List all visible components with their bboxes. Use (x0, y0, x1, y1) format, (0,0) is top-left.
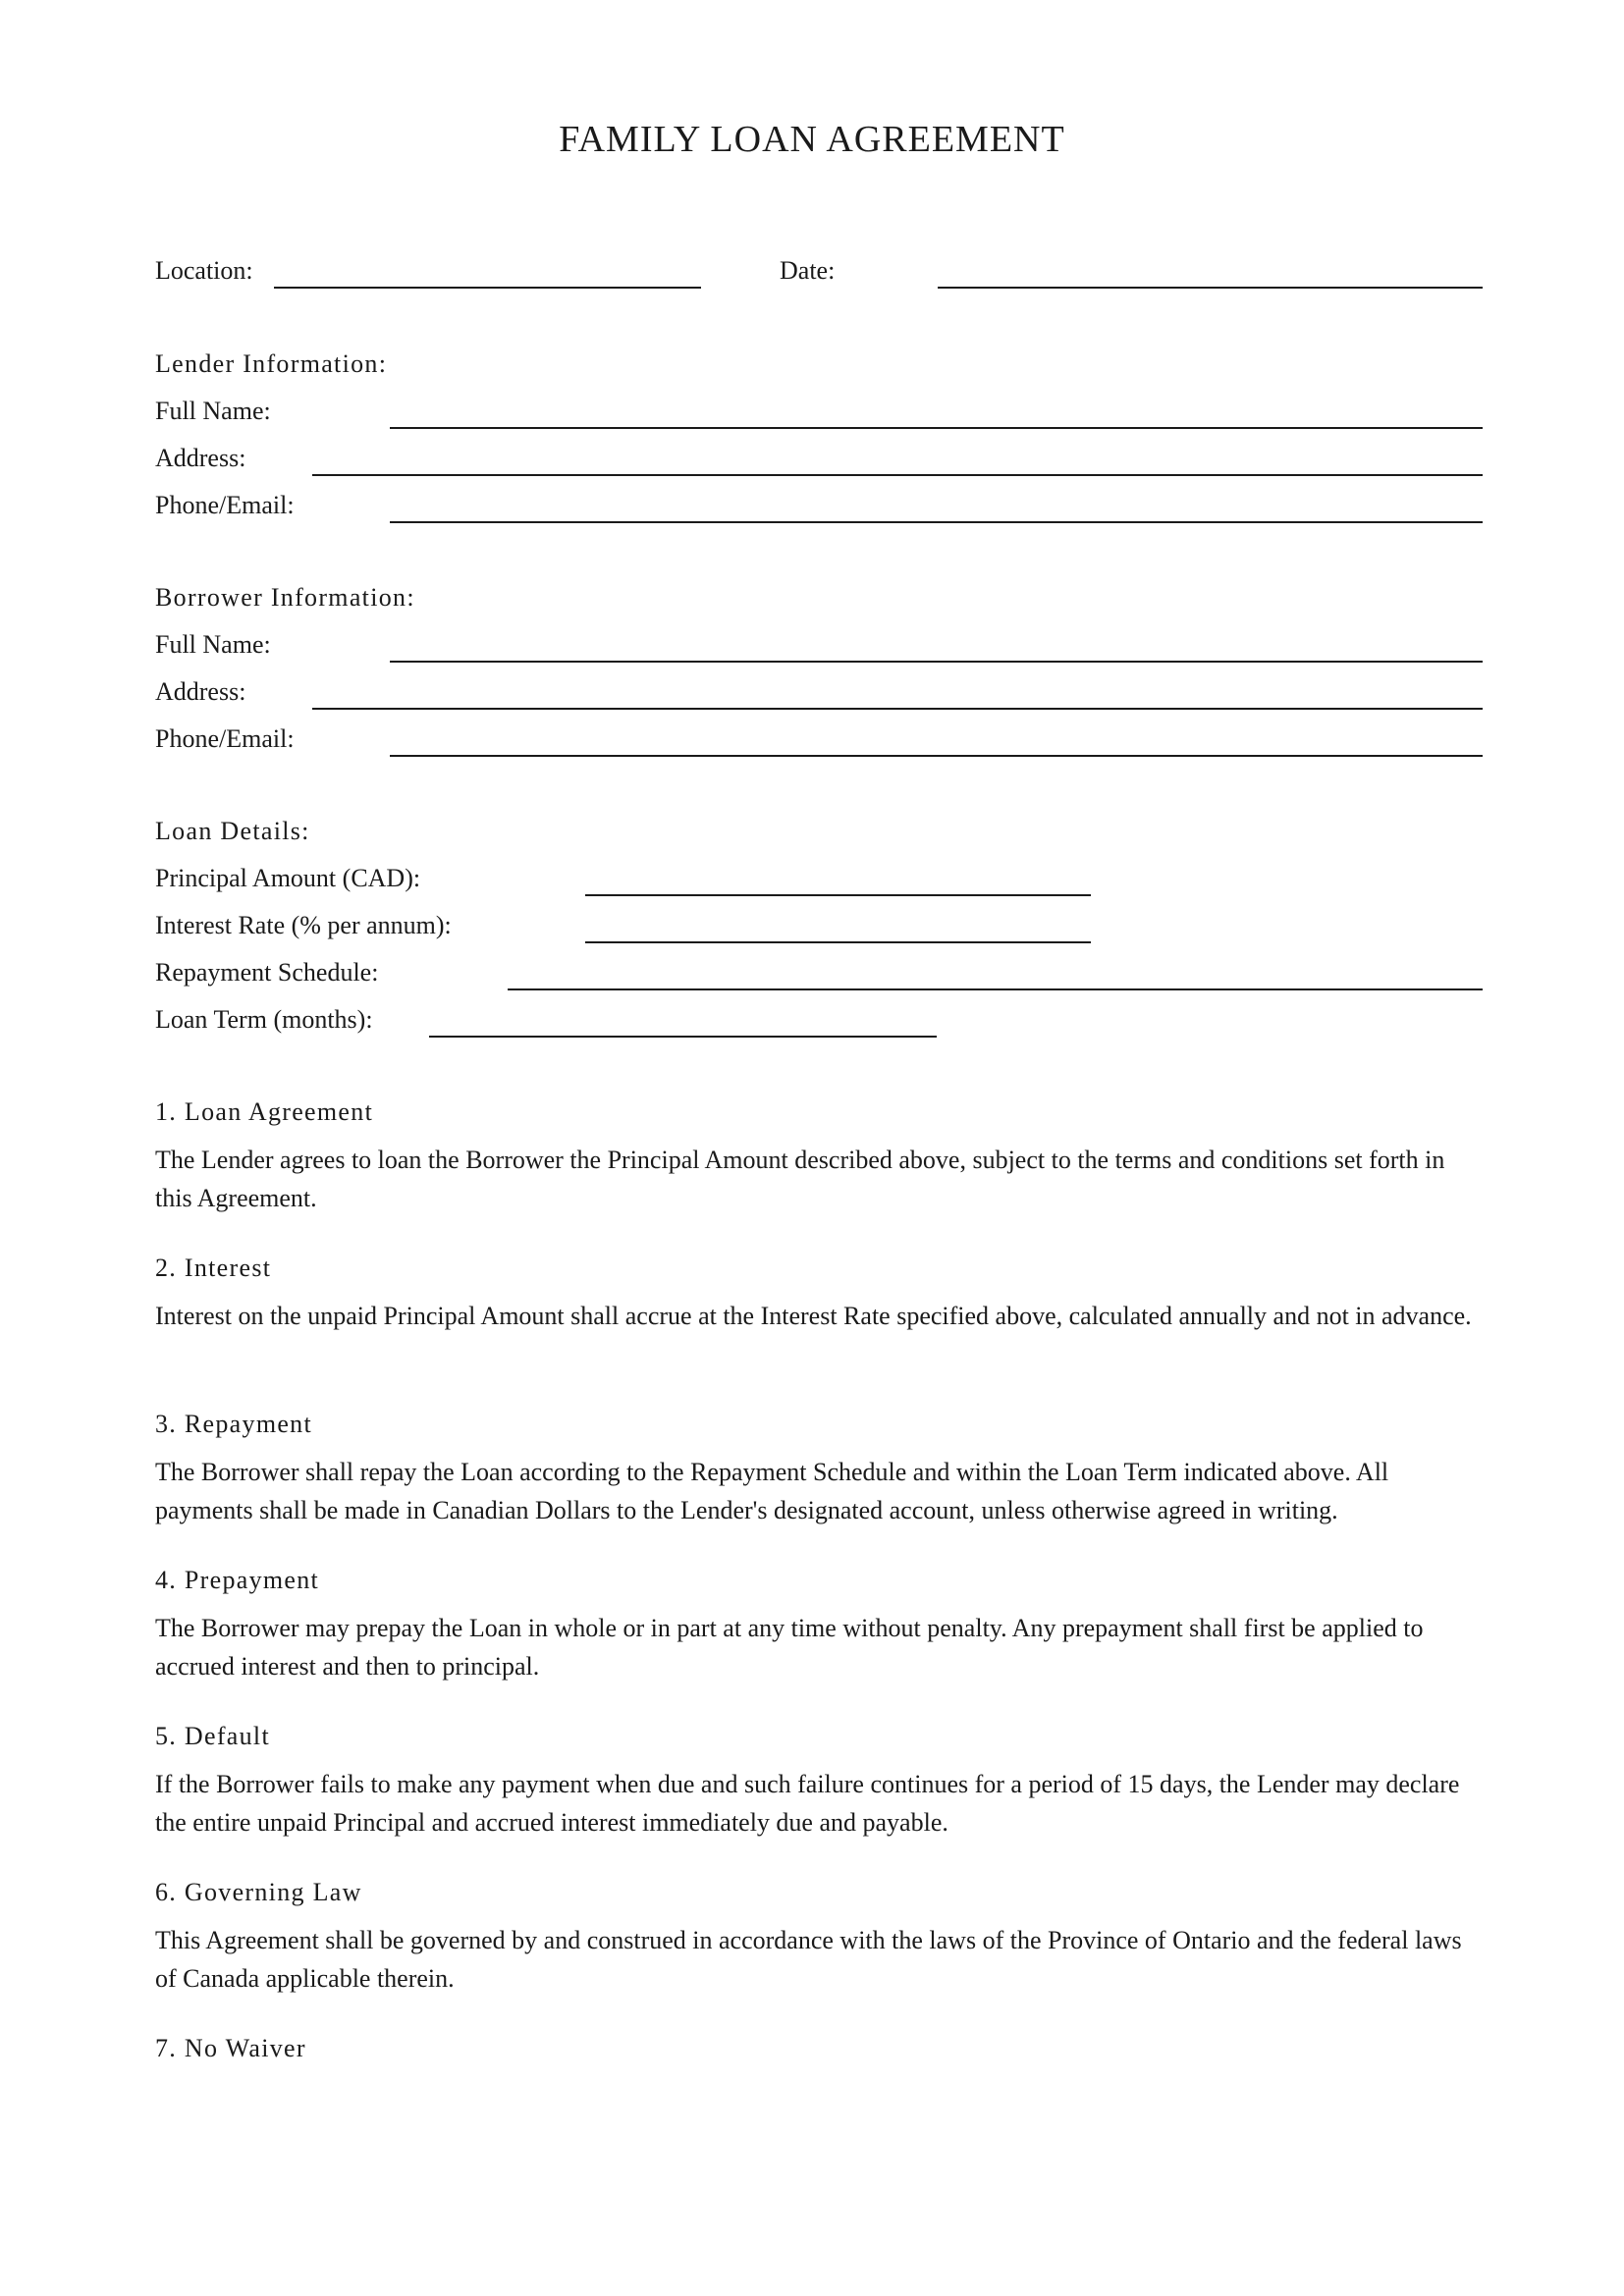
date-label: Date: (780, 256, 836, 285)
borrower-heading: Borrower Information: (155, 583, 415, 612)
clause-text: Interest on the unpaid Principal Amount shall accrue at the Interest Rate specified above, calculated annually and not in advance. (155, 1302, 1472, 1330)
clause-text: This Agreement shall be governed by and construed in accordance with the laws of the Province of Ontario and the federal laws of Canada applicable therein. (155, 1926, 1462, 1993)
loan-term-field[interactable] (429, 1036, 937, 1038)
borrower-contact-field[interactable] (390, 755, 1483, 757)
interest-rate-field[interactable] (585, 941, 1091, 943)
repayment-schedule-field[interactable] (508, 988, 1483, 990)
clause-text: The Borrower shall repay the Loan according to the Repayment Schedule and within the Loan Term indicated above. All payments shall be made in Canadian Dollars to the Lender's designated account, unless otherwise agreed in writing. (155, 1458, 1389, 1524)
borrower-full-name-field[interactable] (390, 661, 1483, 663)
clause-text: The Lender agrees to loan the Borrower the Principal Amount described above, subject to the terms and conditions set forth in this Agreement. (155, 1146, 1445, 1212)
lender-address-label: Address: (155, 444, 246, 472)
clause-heading: 5. Default (155, 1722, 270, 1750)
lender-full-name-field[interactable] (390, 427, 1483, 429)
borrower-full-name-label: Full Name: (155, 630, 271, 659)
interest-rate-label: Interest Rate (% per annum): (155, 911, 452, 939)
loan-details-heading: Loan Details: (155, 817, 310, 845)
principal-field[interactable] (585, 894, 1091, 896)
lender-contact-label: Phone/Email: (155, 491, 295, 519)
location-field[interactable] (274, 287, 701, 289)
lender-address-field[interactable] (312, 474, 1483, 476)
loan-term-label: Loan Term (months): (155, 1005, 373, 1034)
repayment-schedule-label: Repayment Schedule: (155, 958, 379, 987)
clause-text: If the Borrower fails to make any payment when due and such failure continues for a period of 15 days, the Lender may declare the entire unpaid Principal and accrued interest immediately due and payable. (155, 1770, 1460, 1837)
lender-heading: Lender Information: (155, 349, 388, 378)
borrower-contact-label: Phone/Email: (155, 724, 295, 753)
lender-contact-field[interactable] (390, 521, 1483, 523)
clause-text: The Borrower may prepay the Loan in whole or in part at any time without penalty. Any prepayment shall first be applied to accrued interest and then to principal. (155, 1614, 1424, 1681)
clause-heading: 2. Interest (155, 1254, 272, 1282)
borrower-address-label: Address: (155, 677, 246, 706)
lender-full-name-label: Full Name: (155, 397, 271, 425)
clause-heading: 1. Loan Agreement (155, 1097, 374, 1126)
location-label: Location: (155, 256, 253, 285)
document-title: FAMILY LOAN AGREEMENT (559, 119, 1065, 160)
clause-heading: 7. No Waiver (155, 2034, 306, 2062)
borrower-address-field[interactable] (312, 708, 1483, 710)
date-field[interactable] (938, 287, 1483, 289)
clause-heading: 3. Repayment (155, 1410, 313, 1438)
principal-label: Principal Amount (CAD): (155, 864, 421, 892)
clause-heading: 6. Governing Law (155, 1878, 362, 1906)
clause-heading: 4. Prepayment (155, 1566, 320, 1594)
